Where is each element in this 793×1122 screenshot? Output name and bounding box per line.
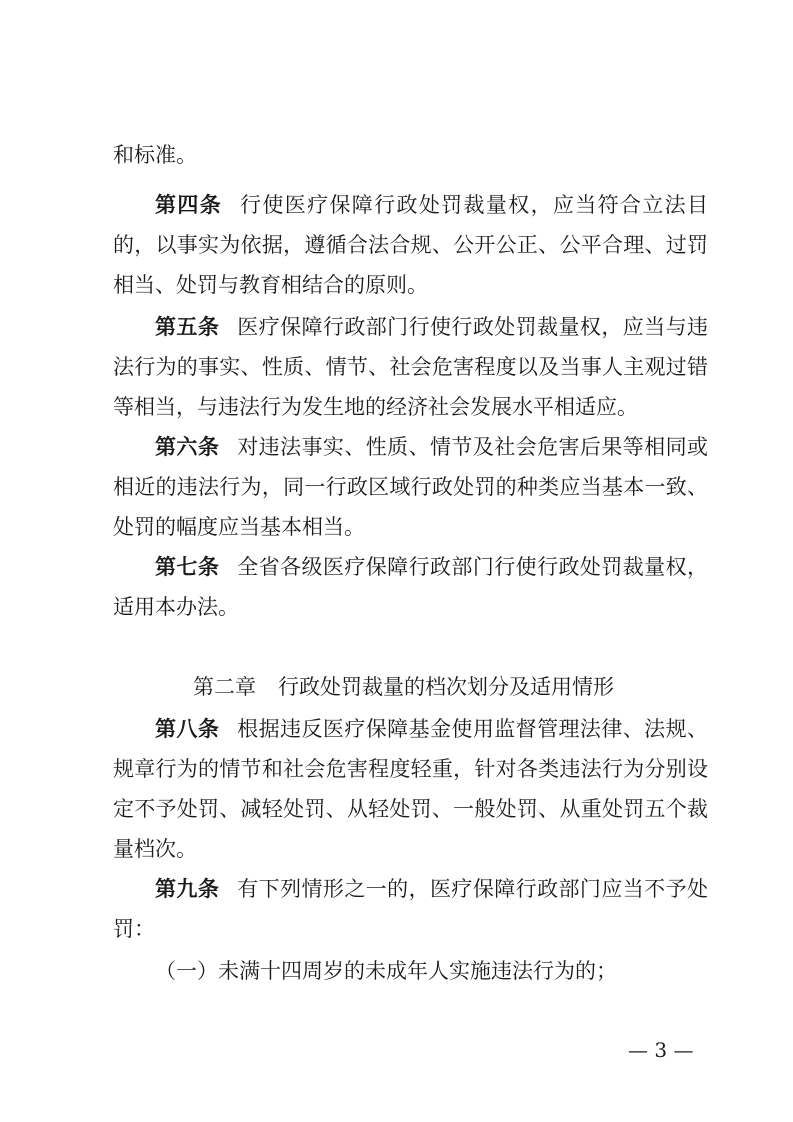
paragraph-line: 相当、处罚与教育相结合的原则。 (113, 273, 428, 297)
paragraph-line: 罚： (113, 917, 155, 941)
paragraph-line: 法行为的事实、性质、情节、社会危害程度以及当事人主观过错 (113, 355, 708, 379)
article-9-line (155, 874, 708, 904)
article-number: 第四条 (155, 193, 223, 217)
list-item: （一）未满十四周岁的未成年人实施违法行为的； (155, 959, 617, 983)
article-text: 医疗保障行政部门行使行政处罚裁量权，应当与违 (237, 315, 708, 339)
paragraph-line: 规章行为的情节和社会危害程度轻重，针对各类违法行为分别设 (113, 757, 708, 781)
article-number: 第七条 (155, 555, 220, 579)
article-text: 行使医疗保障行政处罚裁量权，应当符合立法目 (240, 193, 709, 217)
article-6-line (155, 432, 708, 462)
article-text: 全省各级医疗保障行政部门行使行政处罚裁量权， (237, 555, 708, 579)
chapter-number: 第二章 (193, 675, 256, 699)
article-number: 第九条 (155, 877, 220, 901)
article-number: 第六条 (155, 435, 220, 459)
article-text: 有下列情形之一的，医疗保障行政部门应当不予处 (237, 877, 708, 901)
chapter-heading (193, 672, 623, 702)
paragraph-line: 的，以事实为依据，遵循合法合规、公开公正、公平合理、过罚 (113, 233, 708, 257)
article-5-line (155, 312, 708, 342)
article-4-line (155, 190, 708, 220)
article-7-line (155, 552, 708, 582)
paragraph-line: 等相当，与违法行为发生地的经济社会发展水平相适应。 (113, 395, 638, 419)
paragraph-line: 相近的违法行为，同一行政区域行政处罚的种类应当基本一致、 (113, 475, 708, 499)
paragraph-line: 量档次。 (113, 837, 197, 861)
article-text: 对违法事实、性质、情节及社会危害后果等相同或 (237, 435, 708, 459)
article-text: 根据违反医疗保障基金使用监督管理法律、法规、 (237, 717, 708, 741)
paragraph-line: 定不予处罚、减轻处罚、从轻处罚、一般处罚、从重处罚五个裁 (113, 797, 708, 821)
paragraph-line: 适用本办法。 (113, 595, 239, 619)
article-number: 第八条 (155, 717, 220, 741)
article-8-line (155, 714, 708, 744)
paragraph-line: 处罚的幅度应当基本相当。 (113, 515, 365, 539)
paragraph-line: 和标准。 (113, 143, 197, 167)
chapter-title: 行政处罚裁量的档次划分及适用情形 (278, 675, 614, 699)
page-number: — 3 — (628, 1038, 694, 1062)
article-number: 第五条 (155, 315, 220, 339)
